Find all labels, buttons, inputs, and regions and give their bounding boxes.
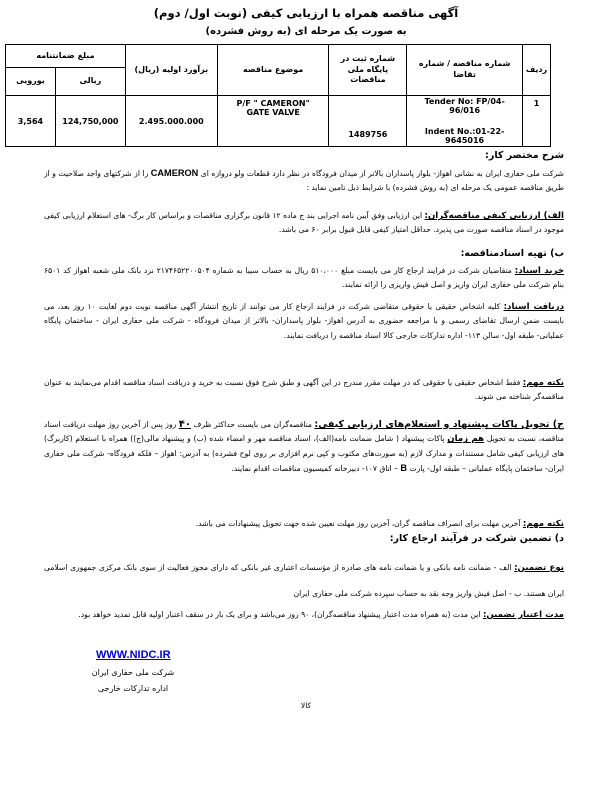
note-c-label: نکته مهم: — [522, 519, 564, 529]
guarantee-type-text: الف - ضمانت نامه بانکی و یا ضمانت نامه های صادره از مؤسسات اعتباری غیر بانکی که دارای مجوز فعالیت از سوی بانک مرکزی جمهوری اسلامی ایران هستند. ب - اصل فیش واریز وجه نقد به حساب سپرده شرکت ملی حفاری ایران — [44, 563, 564, 598]
subject-cell — [217, 96, 329, 147]
summary-heading: شرح مختصر کار: — [485, 150, 564, 161]
estimate-header: برآورد اولیه (ریال) — [125, 45, 217, 96]
table-header-row — [6, 45, 551, 68]
validity-text: این مدت (به همراه مدت اعتبار پیشنهاد مناقصه‌گران)، ۹۰ روز می‌باشد و برای یک بار در سقف اعتبار اولیه قابل تمدید خواهد بود. — [78, 610, 481, 619]
section-c-text-4: پاکات پیشنهاد ( شامل ضمانت نامه(الف)، اسناد مناقصه مهر و امضاء شده (ب) و پیشنهاد مالی(ج)) همراه با استعلام (کاربرگ) های ارزیابی کیفی شامل مستندات و مدارک لازم (به صورت‌های مکتوب و کپی نرم افزاری بر روی لوح فشرده) به آدرس: اهواز – فلکه فرودگاه- شرکت ملی حفاری ایران- ساختمان پایگاه عملیاتی – طبقه اول- پارت — [44, 434, 564, 474]
euro-guarantee-cell: 3,564 — [6, 96, 56, 147]
section-c-text-2: روز پس از آخرین روز مهلت دریافت اسناد مناقصه، نسبت به تحویل — [44, 420, 564, 444]
subject-line-2: GATE VALVE — [246, 108, 300, 117]
note-c-paragraph — [44, 517, 564, 531]
part-letter: B — [400, 463, 408, 474]
summary-paragraph — [44, 166, 564, 196]
rial-header: ریالی — [55, 68, 125, 96]
section-c-text-1: مناقصه‌گران می بایست حداکثر ظرف — [193, 420, 312, 429]
table-row — [6, 96, 551, 147]
note-b-paragraph — [44, 376, 564, 405]
tender-number-cell — [407, 96, 523, 147]
note-c-text: آخرین مهلت برای انصراف مناقصه گران، آخرین روز مهلت تعیین شده جهت تحویل پیشنهادات می باشد. — [195, 519, 521, 528]
qualification-text: این ارزیابی وفق آیین نامه اجرایی بند ج ماده ۱۲ قانون برگزاری مناقصات و براساس کار برگ- های استعلام ارزیابی کیفی موجود در اسناد مناقصه صورت می پذیرد. حداقل امتیاز کیفی قابل قبول برابر ۶۰ می باشد. — [44, 211, 564, 235]
receive-paragraph — [44, 300, 564, 343]
tender-number-header: شماره مناقصه / شماره تقاضا — [407, 45, 523, 96]
purchase-paragraph — [44, 264, 564, 293]
website-link[interactable]: WWW.NIDC.IR — [96, 649, 171, 661]
receive-label: دریافت اسناد: — [503, 302, 564, 312]
tender-table — [5, 44, 551, 147]
receive-text: کلیه اشخاص حقیقی یا حقوقی متقاضی شرکت در فرایند ارجاع کار می توانند از تاریخ انتشار آگهی مناقصه نوبت دوم لغایت ۱۰ روز بعد، می بایست ضمن ارسال تقاضای رسمی و با مراجعه حضوری به آدرس اهواز- بلوار پاسداران- بالاتر از میدان فرودگاه - شرکت ملی حفاری ایران - ساختمان پایگاه عملیاتی- طبقه اول- سالن ۱۱۳- اداره تدارکات خارجی کالا اسناد مناقصه را دریافت نمایند. — [44, 302, 564, 340]
registration-header: شماره ثبت در پایگاه ملی مناقصات — [329, 45, 407, 96]
notice-title: آگهی مناقصه همراه با ارزیابی کیفی (نوبت اول/ دوم) — [153, 6, 459, 20]
indent-number: Indent No.:01-22-9645016 — [424, 127, 505, 145]
subject-header: موضوع مناقصه — [217, 45, 329, 96]
brand-name: CAMERON — [150, 168, 199, 178]
rial-guarantee-cell: 124,750,000 — [55, 96, 125, 147]
simultaneous-label: هم زمان — [447, 434, 485, 445]
euro-header: یورویی — [6, 68, 56, 96]
category-label: کالا — [300, 701, 312, 710]
estimate-cell: 2.495.000.000 — [125, 96, 217, 147]
section-c-paragraph — [44, 418, 564, 477]
section-c-text-5: – اتاق ۱۰۷- دبیرخانه کمیسیون مناقصات اقدام نمایند. — [231, 464, 398, 474]
section-c-heading: ج) تحویل پاکات پیشنهاد و استعلام‌های ارزیابی کیفی: — [314, 419, 564, 430]
guarantee-type-paragraph — [44, 555, 564, 607]
qualification-paragraph — [44, 209, 564, 238]
section-b-heading: ب) تهیه اسنادمناقصه: — [460, 248, 564, 259]
notice-subtitle: به صورت یک مرحله ای (به روش فشرده) — [205, 26, 407, 37]
qualification-label: الف) ارزیابی کیفی مناقصه‌گران: — [424, 211, 564, 221]
summary-text-b: را از شرکتهای واجد صلاحیت و از طریق مناقصه عمومی یک مرحله ای (به روش فشرده) با شرایط ذیل تامین نماید : — [44, 169, 564, 193]
validity-label: مدت اعتبار تضمین: — [482, 610, 564, 620]
deadline-days: ۴۰ — [178, 419, 191, 430]
registration-cell: 1489756 — [329, 96, 407, 147]
validity-paragraph — [44, 604, 564, 626]
purchase-label: خرید اسناد: — [514, 266, 565, 276]
summary-text-a: شرکت ملی حفاری ایران به نشانی اهواز- بلوار پاسداران بالاتر از میدان فرودگاه در نظر دارد قطعات ولو دروازه ای — [200, 169, 564, 178]
row-number-header: ردیف — [522, 45, 550, 96]
purchase-text: متقاضیان شرکت در فرایند ارجاع کار می بایست مبلغ ۵۱۰،۰۰۰ ریال به حساب سیبا به شماره ۲۱۷۴۶۵۲۲۰۰۵۰۴ نزد بانک ملی شعبه اهواز کد ۶۵۰۱ بنام شرکت ملی حفاری ایران واریز و اصل فیش واریزی را ارائه نمایند. — [44, 266, 564, 290]
company-name: شرکت ملی حفاری ایران — [91, 668, 175, 677]
note-b-text: فقط اشخاص حقیقی یا حقوقی که در مهلت مقرر مندرج در این آگهی و طبق شرح فوق نسبت به خرید و دریافت اسناد مناقصه اقدام می‌نمایند به عنوان مناقصه‌گر شناخته می شوند. — [44, 378, 564, 402]
row-number-cell: 1 — [522, 96, 550, 147]
tender-number: Tender No: FP/04-96/016 — [424, 97, 505, 115]
guarantee-type-label: نوع تضمین: — [514, 563, 564, 573]
guarantee-header: مبلغ ضمانتنامه — [6, 45, 126, 68]
section-d-heading: د) تضمین شرکت در فرآیند ارجاع کار: — [389, 533, 564, 544]
note-b-label: نکته مهم: — [522, 378, 564, 388]
department-name: اداره تدارکات خارجی — [97, 684, 169, 693]
subject-line-1: P/F " CAMERON" — [236, 99, 310, 108]
